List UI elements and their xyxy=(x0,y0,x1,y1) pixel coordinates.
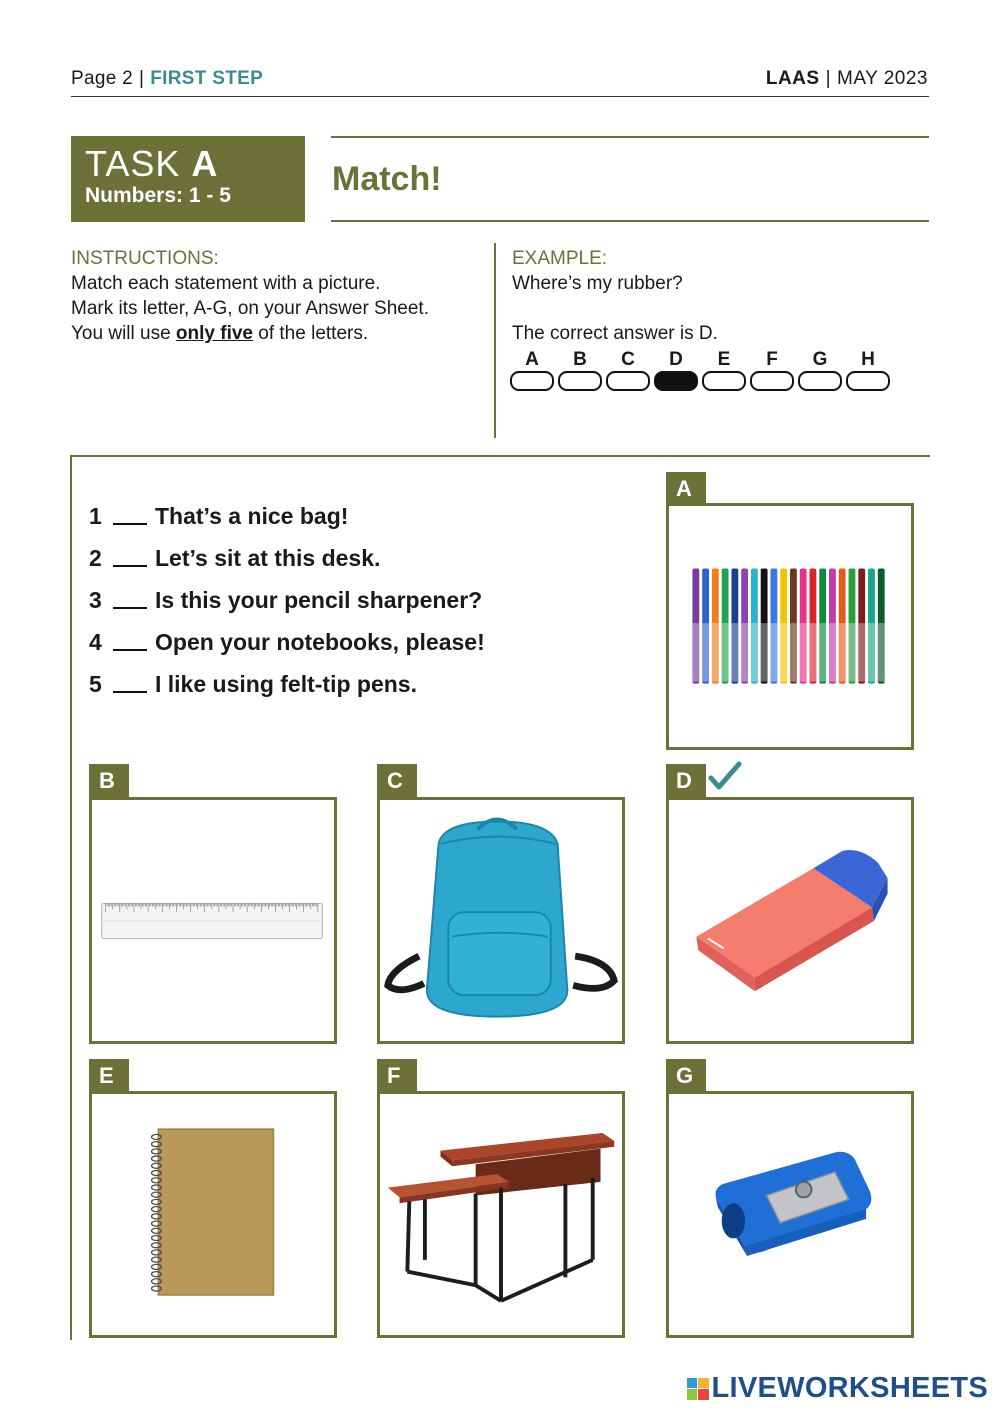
bubble-oval[interactable] xyxy=(654,371,698,391)
bubble-letter: B xyxy=(573,349,587,370)
bubble-letter: D xyxy=(669,349,683,370)
answer-bubble-h[interactable] xyxy=(847,349,889,391)
bubble-letter: C xyxy=(621,349,635,370)
pen xyxy=(731,568,738,683)
pen xyxy=(878,568,885,683)
picture-f-label: F xyxy=(377,1059,417,1093)
picture-f[interactable] xyxy=(377,1091,625,1338)
instructions-line-1: Match each statement with a picture. xyxy=(71,273,381,294)
picture-e-label: E xyxy=(89,1059,129,1093)
statement-text: That’s a nice bag! xyxy=(155,503,349,529)
bubble-letter: H xyxy=(861,349,875,370)
logo-icon xyxy=(687,1378,709,1400)
statement-4 xyxy=(89,629,485,656)
statement-text: I like using felt-tip pens. xyxy=(155,671,417,697)
picture-e[interactable] xyxy=(89,1091,337,1338)
answer-bubble-f[interactable] xyxy=(751,349,793,391)
task-heading: Match! xyxy=(332,160,442,198)
frame-left-border xyxy=(70,455,72,1340)
pen xyxy=(839,568,846,683)
task-letter: A xyxy=(191,143,219,184)
example-heading: EXAMPLE: xyxy=(512,248,608,269)
bubble-oval[interactable] xyxy=(558,371,602,391)
felt-tip-pens-image xyxy=(669,506,911,747)
answer-blank[interactable] xyxy=(113,671,147,693)
pen xyxy=(829,568,836,683)
task-title xyxy=(85,143,219,184)
answer-bubble-e[interactable] xyxy=(703,349,745,391)
instructions-line-3-post: of the letters. xyxy=(253,323,369,344)
statement-2 xyxy=(89,545,380,572)
instructions-line-3 xyxy=(71,323,368,345)
logo-text: LIVEWORKSHEETS xyxy=(711,1372,988,1404)
pen xyxy=(810,568,817,683)
task-box xyxy=(71,136,305,222)
pen xyxy=(849,568,856,683)
example-question: Where’s my rubber? xyxy=(512,273,683,294)
task-title-prefix: TASK xyxy=(85,143,181,184)
liveworksheets-logo xyxy=(687,1372,989,1405)
notebook-image xyxy=(92,1094,334,1335)
rubber-image xyxy=(669,800,911,1041)
statement-5 xyxy=(89,671,417,698)
page-header-left xyxy=(71,68,263,90)
bubble-oval[interactable] xyxy=(510,371,554,391)
frame-top-border xyxy=(70,455,930,457)
picture-b[interactable] xyxy=(89,797,337,1044)
pen xyxy=(712,568,719,683)
pen xyxy=(770,568,777,683)
answer-bubble-c[interactable] xyxy=(607,349,649,391)
pen xyxy=(868,568,875,683)
pen xyxy=(692,568,699,683)
header-rule xyxy=(71,96,929,97)
example-answer-text: The correct answer is D. xyxy=(512,323,718,344)
pen xyxy=(761,568,768,683)
bubble-oval[interactable] xyxy=(846,371,890,391)
heading-rule-bottom xyxy=(331,220,929,222)
bubble-oval[interactable] xyxy=(750,371,794,391)
pen xyxy=(702,568,709,683)
pen xyxy=(741,568,748,683)
bubble-oval[interactable] xyxy=(798,371,842,391)
pen xyxy=(858,568,865,683)
instructions-line-2: Mark its letter, A-G, on your Answer Sheet. xyxy=(71,298,429,319)
page-header-right xyxy=(766,68,928,90)
picture-g-label: G xyxy=(666,1059,706,1093)
pen xyxy=(819,568,826,683)
pen xyxy=(722,568,729,683)
answer-bubble-b[interactable] xyxy=(559,349,601,391)
statement-text: Is this your pencil sharpener? xyxy=(155,587,483,613)
pen xyxy=(790,568,797,683)
statement-number: 1 xyxy=(89,503,102,529)
picture-d-label: D xyxy=(666,764,706,798)
backpack-image xyxy=(380,800,622,1041)
pencil-sharpener-image xyxy=(669,1094,911,1335)
instructions-heading: INSTRUCTIONS: xyxy=(71,248,219,269)
answer-bubble-a[interactable] xyxy=(511,349,553,391)
statement-text: Let’s sit at this desk. xyxy=(155,545,381,571)
answer-blank[interactable] xyxy=(113,587,147,609)
picture-a[interactable] xyxy=(666,503,914,750)
picture-c-label: C xyxy=(377,764,417,798)
task-numbers: Numbers: 1 - 5 xyxy=(85,184,231,207)
picture-b-label: B xyxy=(89,764,129,798)
picture-c[interactable] xyxy=(377,797,625,1044)
pen xyxy=(751,568,758,683)
bubble-letter: G xyxy=(812,349,828,370)
ruler-image xyxy=(92,800,334,1041)
picture-a-label: A xyxy=(666,472,706,506)
statement-1 xyxy=(89,503,348,530)
answer-blank[interactable] xyxy=(113,629,147,651)
answer-blank[interactable] xyxy=(113,503,147,525)
statement-number: 2 xyxy=(89,545,102,571)
picture-g[interactable] xyxy=(666,1091,914,1338)
bubble-oval[interactable] xyxy=(606,371,650,391)
instructions-line-3-pre: You will use xyxy=(71,323,176,344)
pen xyxy=(780,568,787,683)
bubble-letter: F xyxy=(766,349,778,370)
answer-bubbles xyxy=(511,349,889,391)
org-name: LAAS xyxy=(765,68,820,89)
column-divider xyxy=(494,243,496,438)
answer-bubble-g[interactable] xyxy=(799,349,841,391)
header-separator: | xyxy=(139,68,145,89)
statement-3 xyxy=(89,587,482,614)
page-label: Page 2 xyxy=(71,68,134,89)
picture-d[interactable] xyxy=(666,797,914,1044)
heading-rule-top xyxy=(331,136,929,138)
bubble-letter: E xyxy=(717,349,731,370)
bubble-letter: A xyxy=(525,349,539,370)
header-separator-right: | xyxy=(825,68,832,89)
statement-number: 3 xyxy=(89,587,102,613)
desk-image xyxy=(380,1094,622,1335)
answer-bubble-d[interactable] xyxy=(655,349,697,391)
statement-number: 4 xyxy=(89,629,102,655)
check-icon xyxy=(708,760,742,794)
instructions-emphasis: only five xyxy=(175,323,253,344)
pen xyxy=(800,568,807,683)
bubble-oval[interactable] xyxy=(702,371,746,391)
answer-blank[interactable] xyxy=(113,545,147,567)
statement-number: 5 xyxy=(89,671,102,697)
section-title: FIRST STEP xyxy=(150,68,264,89)
statement-text: Open your notebooks, please! xyxy=(155,629,485,655)
exam-date: MAY 2023 xyxy=(837,68,928,89)
